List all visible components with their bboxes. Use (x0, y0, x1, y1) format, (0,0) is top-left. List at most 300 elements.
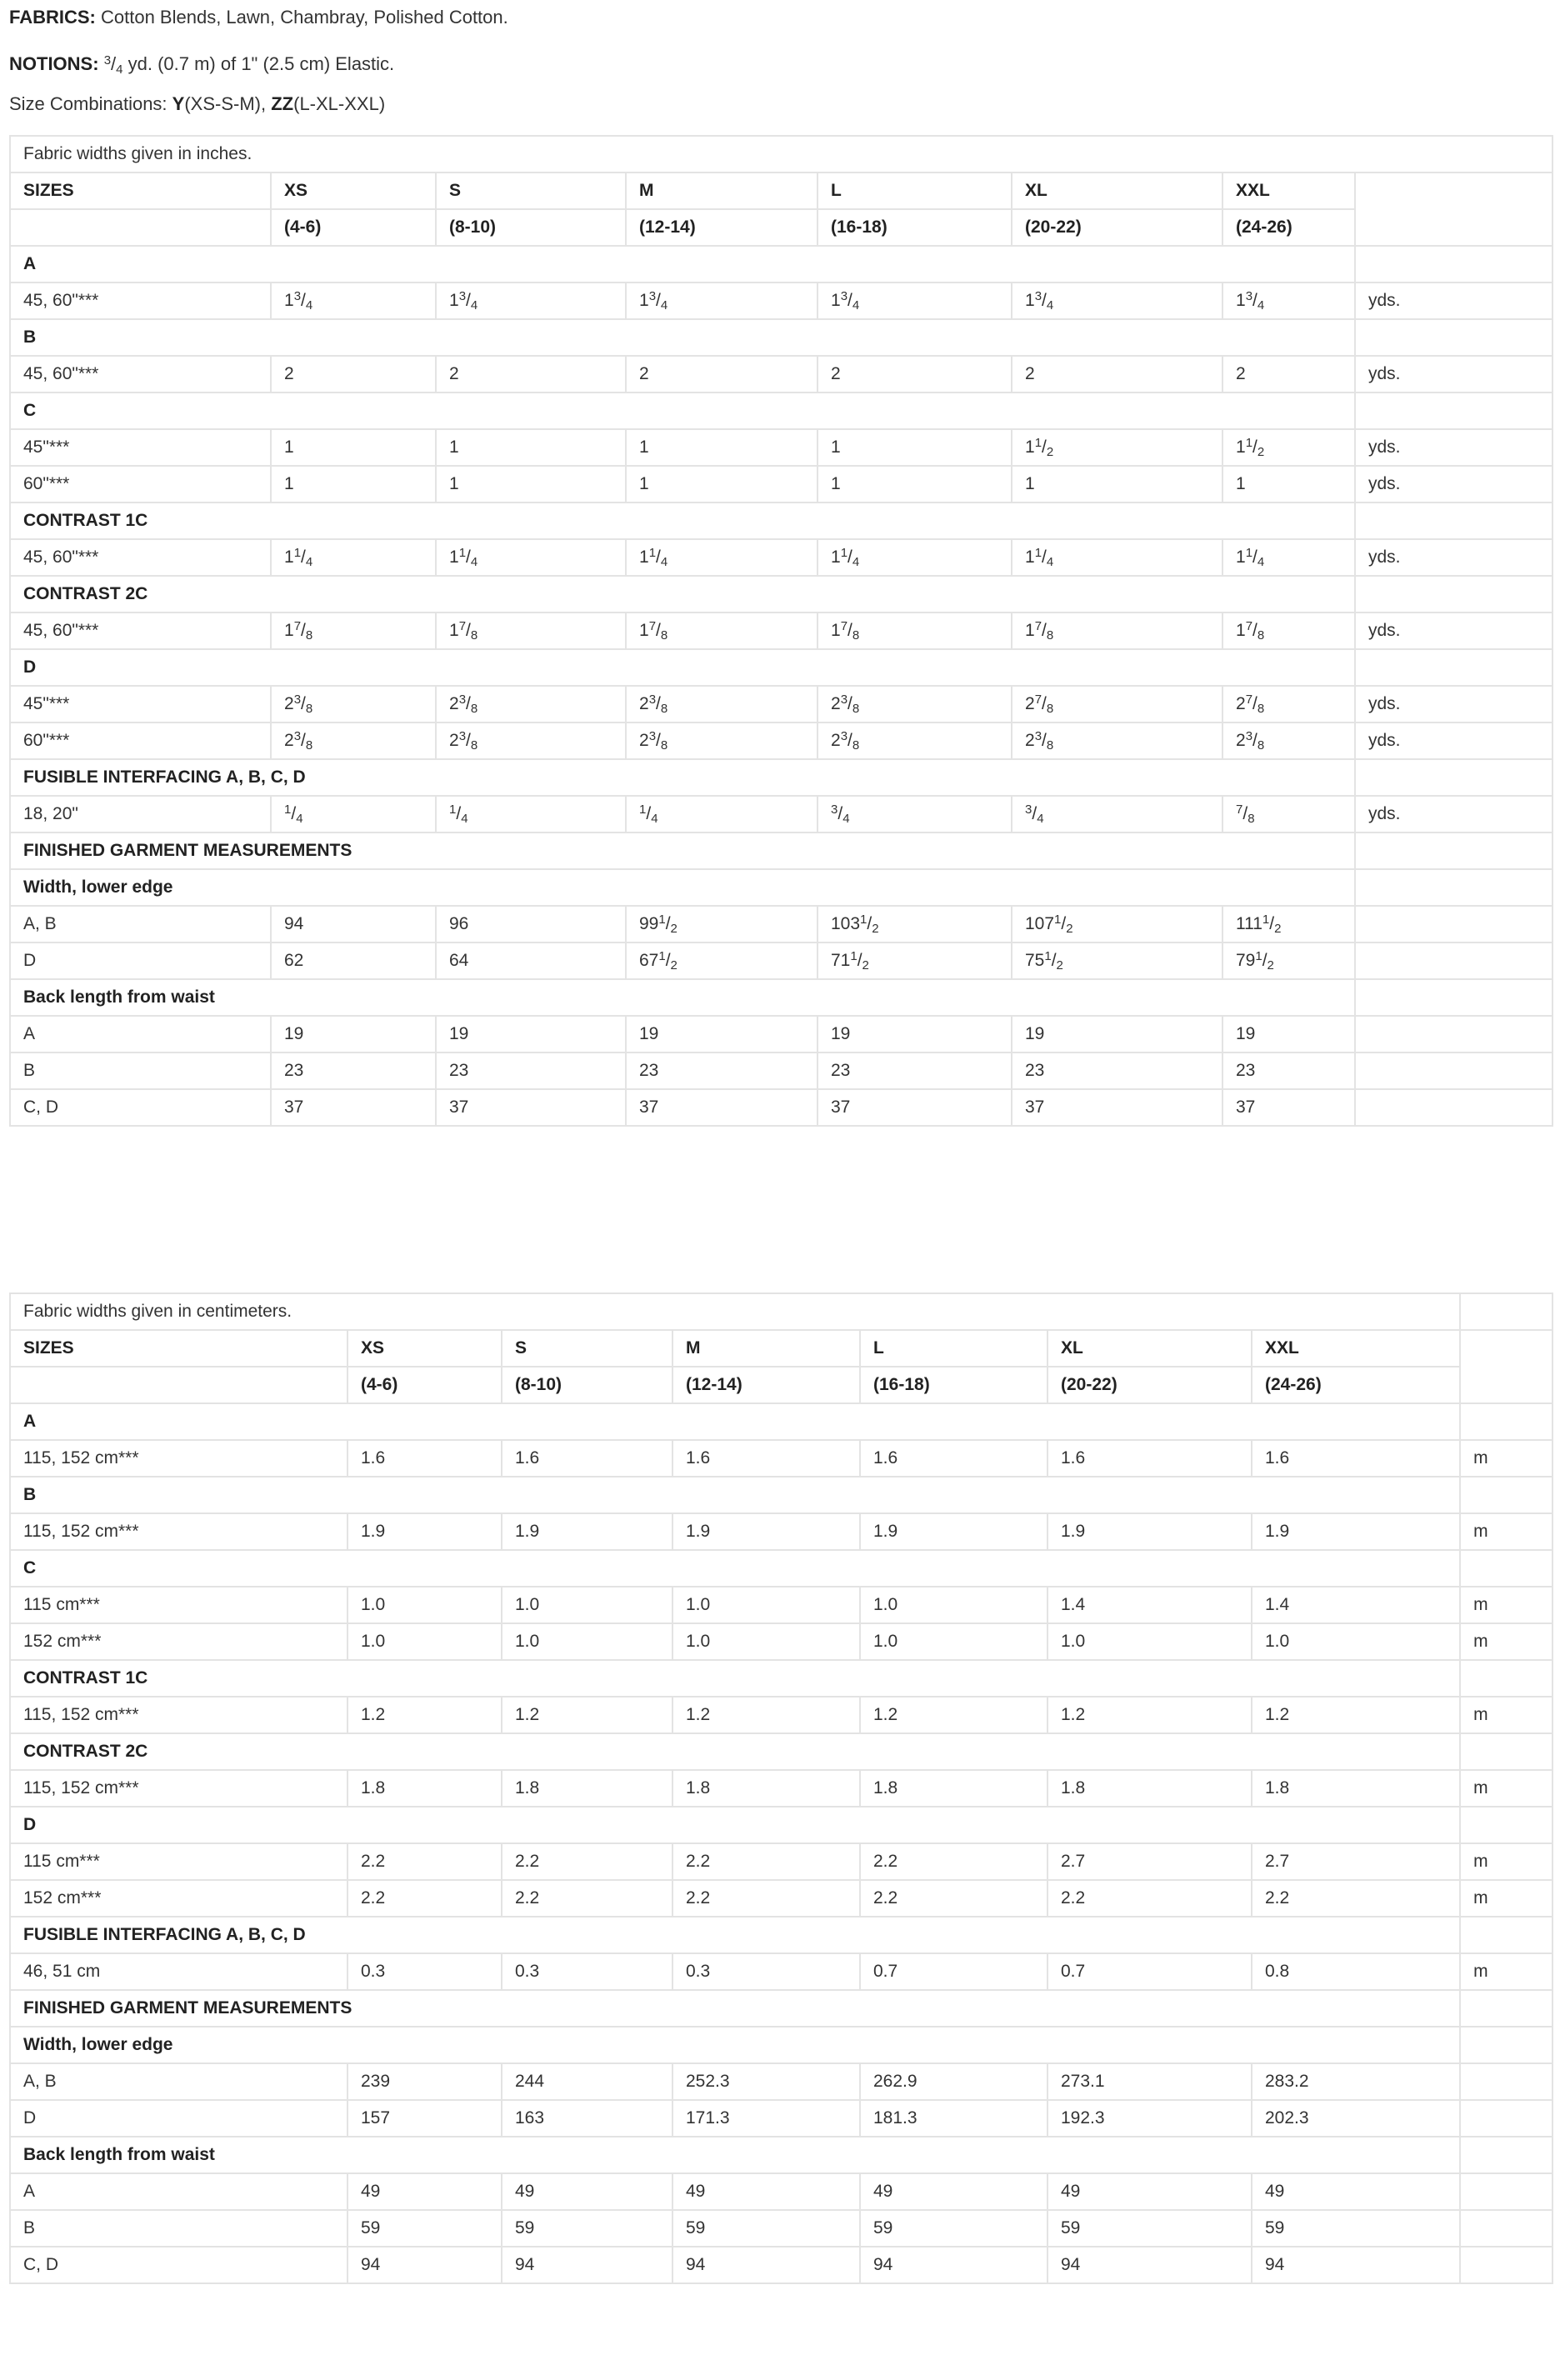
section-row (10, 2027, 1552, 2063)
value-whole: 262.9 (873, 2072, 918, 2091)
value-cell (436, 539, 626, 576)
size-header: XL (1012, 172, 1222, 209)
row-label: 60"*** (10, 466, 271, 502)
value-cell (1252, 1440, 1460, 1477)
section-label: C (10, 1550, 1460, 1587)
value-fraction: $^3$/4 (1034, 289, 1054, 312)
value-cell (348, 1880, 502, 1917)
unit-cell: m (1460, 1587, 1552, 1623)
value-fraction: $^1$/2 (860, 912, 879, 936)
table-row (10, 942, 1552, 979)
value-whole: 19 (1025, 1024, 1045, 1043)
value-cell (672, 1770, 860, 1807)
value-whole: 23 (284, 1061, 304, 1080)
value-fraction: $^3$/4 (831, 802, 850, 826)
value-cell (1012, 429, 1222, 466)
fraction-denominator: 8 (660, 702, 668, 716)
value-fraction: $^7$/8 (1236, 802, 1255, 826)
fraction-numerator: 3 (1034, 729, 1042, 743)
value-whole: 1.0 (873, 1595, 898, 1614)
size-range: (8-10) (436, 209, 626, 246)
section-row (10, 246, 1552, 282)
value-cell (626, 356, 818, 392)
value-whole: 1.2 (361, 1705, 386, 1724)
value-whole: 1.8 (361, 1778, 386, 1798)
size-zz-label: ZZ (271, 93, 294, 114)
value-whole: 37 (639, 1098, 659, 1117)
blank-cell (1355, 172, 1552, 246)
value-cell (672, 1880, 860, 1917)
value-fraction: $^7$/8 (1245, 619, 1265, 642)
size-range: (24-26) (1222, 209, 1355, 246)
value-cell (271, 1089, 436, 1126)
value-cell (271, 1016, 436, 1052)
unit-cell: m (1460, 1440, 1552, 1477)
fraction-denominator: 4 (1037, 812, 1044, 826)
value-cell (502, 1440, 672, 1477)
value-fraction: $^3$/8 (293, 729, 313, 752)
value-whole: 94 (284, 914, 304, 933)
fraction-denominator: 4 (470, 555, 478, 569)
value-cell (672, 1843, 860, 1880)
value-cell (818, 466, 1012, 502)
value-fraction: $^1$/2 (1054, 912, 1073, 936)
value-cell (348, 1770, 502, 1807)
value-cell (626, 282, 818, 319)
value-whole: 2.2 (361, 1852, 386, 1871)
section-row (10, 392, 1552, 429)
table-row (10, 2100, 1552, 2137)
value-cell (672, 1697, 860, 1733)
fraction-denominator: 8 (470, 702, 478, 716)
fraction-denominator: 4 (1257, 555, 1265, 569)
value-cell (860, 2173, 1048, 2210)
value-whole: 1 (831, 474, 841, 493)
table-row (10, 1513, 1552, 1550)
value-fraction: $^1$/2 (1044, 949, 1063, 972)
fraction-numerator: 7 (1034, 619, 1042, 633)
blank-cell (1460, 1403, 1552, 1440)
value-cell (348, 1513, 502, 1550)
value-whole: 1.8 (515, 1778, 540, 1798)
value-fraction: $^7$/8 (1245, 692, 1265, 716)
value-whole: 163 (515, 2108, 545, 2128)
value-whole: 171.3 (686, 2108, 730, 2128)
value-cell (626, 1052, 818, 1089)
value-whole: 273.1 (1061, 2072, 1105, 2091)
value-cell (1048, 1513, 1252, 1550)
value-whole: 2 (831, 364, 841, 383)
value-cell (502, 1880, 672, 1917)
value-cell (1012, 1052, 1222, 1089)
size-header: XXL (1252, 1330, 1460, 1367)
value-cell (672, 1440, 860, 1477)
value-whole: 192.3 (1061, 2108, 1105, 2128)
value-cell (1048, 1880, 1252, 1917)
value-cell (818, 1089, 1012, 1126)
value-whole: 1.0 (686, 1595, 711, 1614)
fraction-numerator: 7 (840, 619, 848, 633)
fraction-numerator: 7 (1034, 692, 1042, 707)
value-cell (271, 686, 436, 722)
value-whole: 23 (639, 1061, 659, 1080)
size-range: (4-6) (348, 1367, 502, 1403)
value-fraction: $^1$/4 (1034, 546, 1054, 569)
value-whole: 1 (639, 291, 649, 310)
section-label: CONTRAST 1C (10, 502, 1355, 539)
row-label: C, D (10, 1089, 271, 1126)
blank-cell (1355, 246, 1552, 282)
row-label: C, D (10, 2247, 348, 2283)
value-whole: 1.8 (686, 1778, 711, 1798)
row-label: 60"*** (10, 722, 271, 759)
value-whole: 2 (1025, 694, 1035, 713)
fraction-numerator: 1 (1245, 546, 1253, 560)
value-cell (860, 1770, 1048, 1807)
value-cell (348, 1587, 502, 1623)
value-whole: 1.9 (873, 1522, 898, 1541)
fraction-numerator: 3 (1245, 729, 1253, 743)
value-whole: 1 (831, 438, 841, 457)
value-whole: 1.2 (1265, 1705, 1290, 1724)
value-whole: 1.0 (1265, 1632, 1290, 1651)
value-cell (502, 2210, 672, 2247)
section-row (10, 1807, 1552, 1843)
unit-cell: m (1460, 1880, 1552, 1917)
unit-cell: yds. (1355, 796, 1552, 832)
size-header: XS (348, 1330, 502, 1367)
value-whole: 1 (1025, 438, 1035, 457)
size-header: L (860, 1330, 1048, 1367)
value-fraction: $^7$/8 (1034, 692, 1054, 716)
value-whole: 1 (639, 438, 649, 457)
value-cell (672, 2100, 860, 2137)
value-cell (1222, 356, 1355, 392)
value-cell (1222, 1016, 1355, 1052)
section-row (10, 1403, 1552, 1440)
blank-cell (1355, 869, 1552, 906)
section-label: FINISHED GARMENT MEASUREMENTS (10, 1990, 1460, 2027)
value-whole: 59 (361, 2218, 381, 2238)
value-cell (818, 686, 1012, 722)
row-label: B (10, 2210, 348, 2247)
value-whole: 37 (831, 1098, 851, 1117)
value-whole: 1.4 (1061, 1595, 1086, 1614)
value-whole: 49 (1061, 2182, 1081, 2201)
value-cell (1048, 1623, 1252, 1660)
value-whole: 0.3 (515, 1962, 540, 1981)
value-whole: 1 (1236, 291, 1246, 310)
value-cell (1048, 2210, 1252, 2247)
section-label: A (10, 246, 1355, 282)
value-whole: 107 (1025, 914, 1055, 933)
value-cell (818, 796, 1012, 832)
fraction-denominator: 8 (1046, 702, 1054, 716)
fabrics-line (9, 7, 508, 28)
fabrics-label: FABRICS: (9, 7, 96, 28)
fraction-denominator: 4 (842, 812, 850, 826)
row-label: 45, 60"*** (10, 539, 271, 576)
blank-cell (1355, 502, 1552, 539)
value-cell (348, 2210, 502, 2247)
value-cell (1252, 2210, 1460, 2247)
size-header: XS (271, 172, 436, 209)
value-cell (672, 1953, 860, 1990)
value-fraction: $^3$/8 (293, 692, 313, 716)
size-ranges-row (10, 209, 1552, 246)
fraction-denominator: 4 (852, 555, 860, 569)
value-whole: 1.0 (361, 1632, 386, 1651)
blank-cell (1460, 1550, 1552, 1587)
unit-cell: yds. (1355, 466, 1552, 502)
size-zz-range: (L-XL-XXL) (293, 93, 386, 114)
value-cell (1012, 796, 1222, 832)
value-cell (1222, 466, 1355, 502)
value-whole: 1.0 (515, 1595, 540, 1614)
value-whole: 0.7 (873, 1962, 898, 1981)
fraction-numerator: 3 (293, 692, 302, 707)
value-cell (818, 612, 1012, 649)
fraction-denominator: 2 (1056, 958, 1063, 972)
section-label: CONTRAST 2C (10, 576, 1355, 612)
blank-cell (1355, 979, 1552, 1016)
value-cell (1012, 466, 1222, 502)
value-fraction: $^1$/2 (850, 949, 869, 972)
value-whole: 2 (449, 731, 459, 750)
section-row (10, 1990, 1552, 2027)
value-cell (271, 429, 436, 466)
table-row (10, 2210, 1552, 2247)
table-caption: Fabric widths given in centimeters. (10, 1293, 1460, 1330)
row-label: A (10, 1016, 271, 1052)
value-cell (348, 2100, 502, 2137)
value-whole: 19 (449, 1024, 469, 1043)
value-whole: 19 (639, 1024, 659, 1043)
fraction-denominator: 4 (305, 555, 313, 569)
value-cell (1012, 612, 1222, 649)
section-label: D (10, 649, 1355, 686)
blank-cell (1460, 1807, 1552, 1843)
value-whole: 1 (639, 474, 649, 493)
value-whole: 1.8 (1265, 1778, 1290, 1798)
fraction-numerator: 1 (658, 949, 666, 963)
value-cell (502, 2173, 672, 2210)
fraction-numerator: 1 (1034, 546, 1042, 560)
fraction-numerator: 7 (293, 619, 302, 633)
value-whole: 1.6 (686, 1448, 711, 1468)
value-cell (1012, 1016, 1222, 1052)
fraction-numerator: 1 (648, 546, 657, 560)
value-cell (1048, 2100, 1252, 2137)
table-row (10, 1440, 1552, 1477)
value-cell (502, 1770, 672, 1807)
value-cell (502, 1953, 672, 1990)
unit-cell: m (1460, 1770, 1552, 1807)
table-row (10, 612, 1552, 649)
value-cell (860, 2100, 1048, 2137)
unit-cell: m (1460, 1697, 1552, 1733)
value-cell (1012, 906, 1222, 942)
value-whole: 71 (831, 951, 851, 970)
value-cell (672, 2173, 860, 2210)
table-row (10, 796, 1552, 832)
fraction-numerator: 1 (850, 949, 858, 963)
blank-cell (1460, 2173, 1552, 2210)
value-cell (436, 906, 626, 942)
value-cell (626, 906, 818, 942)
value-cell (1222, 612, 1355, 649)
value-cell (271, 282, 436, 319)
value-whole: 1 (284, 474, 294, 493)
fraction-numerator: 1 (449, 802, 457, 817)
fraction-numerator: 3 (840, 729, 848, 743)
blank-cell (1355, 1052, 1552, 1089)
section-label: FINISHED GARMENT MEASUREMENTS (10, 832, 1355, 869)
value-cell (1222, 942, 1355, 979)
row-label: 115 cm*** (10, 1587, 348, 1623)
yardage-table-inches (9, 135, 1553, 1127)
value-cell (1048, 1440, 1252, 1477)
value-whole: 94 (361, 2255, 381, 2274)
row-label: 152 cm*** (10, 1880, 348, 1917)
unit-cell: m (1460, 1623, 1552, 1660)
fraction-denominator: 4 (305, 298, 313, 312)
size-y-range: (XS-S-M), (184, 93, 272, 114)
size-range: (24-26) (1252, 1367, 1460, 1403)
value-cell (436, 722, 626, 759)
fraction-numerator: 1 (639, 802, 647, 817)
value-cell (1012, 282, 1222, 319)
row-label: D (10, 2100, 348, 2137)
value-cell (860, 1843, 1048, 1880)
value-whole: 1 (831, 548, 841, 567)
value-cell (860, 1880, 1048, 1917)
value-whole: 157 (361, 2108, 391, 2128)
value-whole: 0.7 (1061, 1962, 1086, 1981)
row-label: 46, 51 cm (10, 1953, 348, 1990)
notions-fraction: $^3$/4 (103, 53, 123, 77)
fraction-denominator: 8 (660, 738, 668, 752)
table-row (10, 722, 1552, 759)
value-whole: 79 (1236, 951, 1256, 970)
unit-cell: yds. (1355, 539, 1552, 576)
size-range: (12-14) (672, 1367, 860, 1403)
value-whole: 2.2 (515, 1888, 540, 1908)
value-whole: 2 (1236, 694, 1246, 713)
section-label: CONTRAST 1C (10, 1660, 1460, 1697)
blank-cell (1355, 906, 1552, 942)
fraction-numerator: 3 (1245, 289, 1253, 303)
value-whole: 2 (449, 694, 459, 713)
value-cell (818, 906, 1012, 942)
size-header: XL (1048, 1330, 1252, 1367)
row-label: 115, 152 cm*** (10, 1440, 348, 1477)
row-label: D (10, 942, 271, 979)
value-cell (1222, 1052, 1355, 1089)
fraction-numerator: 1 (293, 546, 302, 560)
value-cell (860, 1953, 1048, 1990)
value-fraction: $^3$/8 (458, 692, 478, 716)
notions-line (9, 50, 394, 81)
blank-cell (1460, 2247, 1552, 2283)
value-fraction: $^1$/4 (639, 802, 658, 826)
value-cell (1048, 2247, 1252, 2283)
value-whole: 1 (449, 474, 459, 493)
value-cell (860, 1623, 1048, 1660)
value-cell (1012, 942, 1222, 979)
value-whole: 94 (1265, 2255, 1285, 2274)
value-whole: 2 (639, 731, 649, 750)
section-label: Back length from waist (10, 979, 1355, 1016)
row-label: B (10, 1052, 271, 1089)
section-row (10, 1477, 1552, 1513)
size-range: (20-22) (1012, 209, 1222, 246)
value-cell (818, 942, 1012, 979)
notions-label: NOTIONS: (9, 53, 99, 74)
value-cell (348, 2063, 502, 2100)
value-cell (348, 1953, 502, 1990)
value-whole: 2 (831, 731, 841, 750)
table-caption: Fabric widths given in inches. (10, 136, 1552, 172)
fraction-denominator: 8 (1257, 738, 1265, 752)
row-label: 115, 152 cm*** (10, 1697, 348, 1733)
size-header: M (672, 1330, 860, 1367)
value-cell (1222, 722, 1355, 759)
value-whole: 1.6 (515, 1448, 540, 1468)
value-cell (1252, 1770, 1460, 1807)
value-whole: 283.2 (1265, 2072, 1309, 2091)
blank-cell (1460, 1990, 1552, 2027)
table-row (10, 356, 1552, 392)
fraction-denominator: 4 (470, 298, 478, 312)
row-label: 18, 20" (10, 796, 271, 832)
value-whole: 2.2 (686, 1852, 711, 1871)
value-whole: 1 (831, 291, 841, 310)
value-whole: 103 (831, 914, 861, 933)
fraction-denominator: 4 (461, 812, 468, 826)
value-whole: 2.2 (873, 1852, 898, 1871)
fraction-denominator: 4 (651, 812, 658, 826)
value-whole: 1.0 (873, 1632, 898, 1651)
value-whole: 49 (515, 2182, 535, 2201)
row-label: 45, 60"*** (10, 282, 271, 319)
blank-cell (1460, 1660, 1552, 1697)
value-whole: 2 (1236, 731, 1246, 750)
fraction-numerator: 3 (648, 729, 657, 743)
value-fraction: $^3$/4 (648, 289, 668, 312)
value-whole: 2 (831, 694, 841, 713)
value-whole: 0.8 (1265, 1962, 1290, 1981)
value-cell (1222, 539, 1355, 576)
fraction-denominator: 2 (1274, 922, 1282, 936)
value-whole: 2 (449, 364, 459, 383)
value-fraction: $^7$/8 (1034, 619, 1054, 642)
unit-cell: m (1460, 1953, 1552, 1990)
value-cell (1252, 1513, 1460, 1550)
table-row (10, 1587, 1552, 1623)
value-whole: 2.2 (873, 1888, 898, 1908)
blank-cell (10, 209, 271, 246)
value-fraction: $^1$/4 (293, 546, 313, 569)
row-label: A (10, 2173, 348, 2210)
value-whole: 75 (1025, 951, 1045, 970)
value-cell (348, 1623, 502, 1660)
fraction-denominator: 8 (305, 628, 313, 642)
value-whole: 1 (1236, 548, 1246, 567)
value-fraction: $^3$/8 (1245, 729, 1265, 752)
value-cell (626, 686, 818, 722)
table-row (10, 1770, 1552, 1807)
